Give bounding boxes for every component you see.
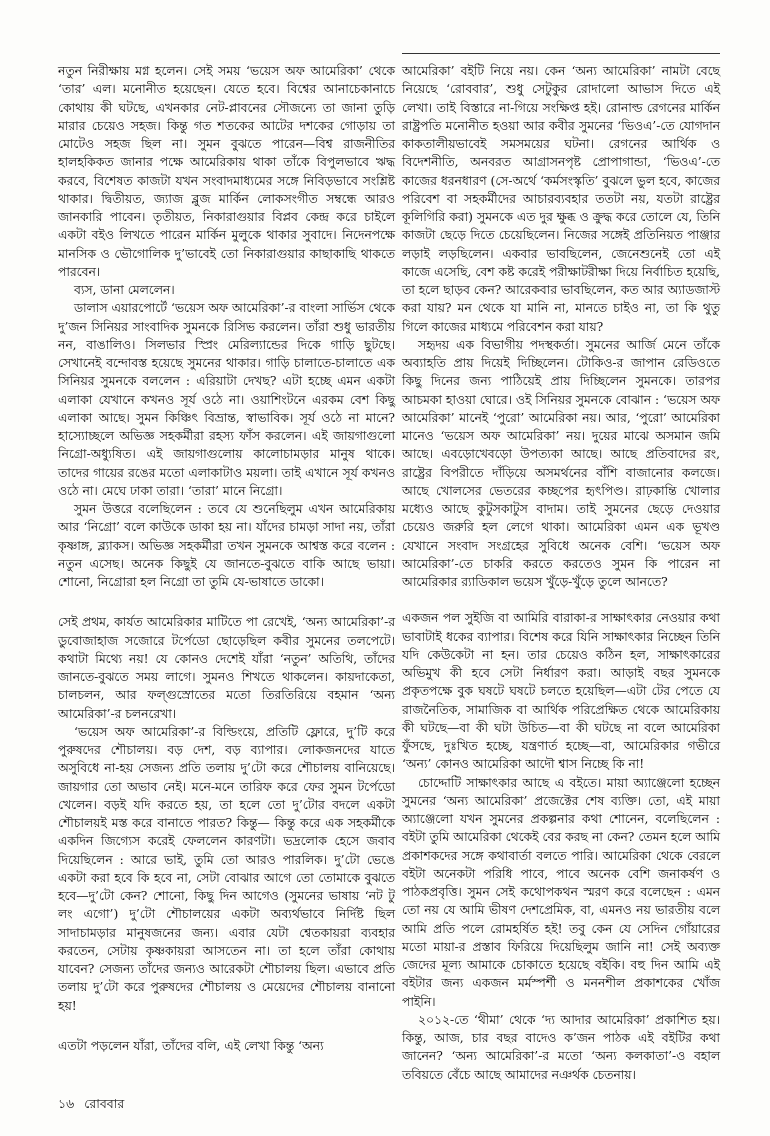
top-rule bbox=[402, 53, 720, 54]
paragraph: এতটা পড়লেন যাঁরা, তাঁদের বলি, এই লেখা কিন্তু ‘অন্য bbox=[58, 1038, 324, 1053]
paragraph: একজন পল সুইজি বা আমিরি বারাকা-র সাক্ষাৎকার নেওয়ার কথা ভাবাটাই ধকের ব্যাপার। বিশেষ করে যিনি সাক্ষাৎকার নিচ্ছেন তিনি যদি কেউকেটা না হন। তার চেয়েও কঠিন হল, সাক্ষাৎকারের অভিমুখ কী হবে সেটা নির্ধারণ করা। আড়াই বছর সুমনকে প্রকৃতপক্ষে বুক ঘষটে ঘষটে চলতে হয়েছিল—এটা টের পেতে যে রাজনৈতিক, সামাজিক বা আর্থিক পরিপ্রেক্ষিত থেকে আমেরিকায় কী ঘটছে—বা কী ঘটা উচিত—বা কী ঘটছে না বলে আমেরিকা ফুঁসছে, দুঃখিত হচ্ছে, যন্ত্রণার্ত হচ্ছে—বা, আমেরিকার গভীরে ‘অন্য’ কোনও আমেরিকা আদৌ শ্বাস নিচ্ছে কি না! bbox=[402, 611, 720, 772]
paragraph: ‘ভয়েস অফ আমেরিকা’-র বিল্ডিংয়ে, প্রতিটি ফ্লোরে, দু’টি করে পুরুষদের শৌচালয়। বড় দেশ, বড় ব্যাপার। লোকজনদের যাতে অসুবিধে না-হয় সেজন্য প্রতি তলায় দু’টো করে শৌচালয় বানিয়েছে। জায়গার তো অভাব নেই। মনে-মনে তারিফ করে ফের সুমন টর্পেডো খেলেন। বড়ই যদি করতে হয়, তা হলে তো দু’টোর বদলে একটা শৌচালয়ই মস্ত করে বানাতে পারত? কিন্তু— কিন্তু করে এক সহকর্মীকে একদিন জিগ্যেস করেই ফেললেন কারণটা। ভদ্রলোক হেসে জবাব দিয়েছিলেন : আরে ভাই, তুমি তো আরও পারলিক। দু’টো ভেঙে একটা করা হবে কি হবে না, সেটা বোঝার আগে তো তোমাকে বুঝতে হবে—দু’টো কেন? শোনো, কিছু দিন আগেও (সুমনের ভাষায় ‘নট টু লং এগো’) দু’টো শৌচালয়ের একটা অব্যর্থভাবে নির্দিষ্ট ছিল সাদাচামড়ার মানুষজনের জন্য। এবার যেটা শ্বেতকায়রা ব্যবহার করতেন, সেটায় কৃষ্ণকায়রা আসতেন না। তা হলে তাঁরা কোথায় যাবেন? সেজন্য তাঁদের জন্যও আরেকটা শৌচালয় ছিল। এভাবে প্রতি তলায় দু’টো করে পুরুষদের শৌচালয় ও মেয়েদের শৌচালয় বানানো হয়! bbox=[58, 724, 395, 1013]
paragraph: ডালাস এয়ারপোর্টে ‘ভয়েস অফ আমেরিকা’-র বাংলা সার্ভিস থেকে দু’জন সিনিয়র সাংবাদিক সুমনকে রিসিভ করলেন। তাঁরা শুধু ভারতীয় নন, বাঙালিও। সিলভার স্প্রিং মেরিল্যান্ডের দিকে গাড়ি ছুটছে। সেখানেই বন্দোবস্ত হয়েছে সুমনের থাকার। গাড়ি চালাতে-চালাতে এক সিনিয়র সুমনকে বললেন : এরিয়াটা দেখছ? এটা হচ্ছে এমন একটা এলাকা যেখানে কখনও সূর্য ওঠে না। ওয়াশিংটনে এরকম বেশ কিছু এলাকা আছে। সুমন কিঞ্চিৎ বিভ্রান্ত, স্বাভাবিক। সূর্য ওঠে না মানে? হাস্যোচ্ছলে অভিজ্ঞ সহকর্মীরা রহস্য ফাঁস করলেন। এই জায়গাগুলো নিগ্রো-অধ্যুষিত। এই জায়গাগুলোয় কালোচামড়ার মানুষ থাকে। তাদের গায়ের রঙের মতো এলাকাটাও ময়লা। তাই এখানে সূর্য কখনও ওঠে না। মেঘে ঢাকা তারা। ‘তারা’ মানে নিগ্রো। bbox=[58, 301, 395, 498]
paragraph: নতুন নিরীক্ষায় মগ্ন হলেন। সেই সময় ‘ভয়েস অফ আমেরিকা’ থেকে ‘তার’ এল। মনোনীত হয়েছেন। যেতে হবে। বিশ্বের আনাচেকানাচে কোথায় কী ঘটছে, এখনকার নেট-প্লাবনের সৌজন্যে তা জানা তুড়ি মারার চেয়েও সহজ। কিন্তু গত শতকের আটের দশকের গোড়ায় তা মোটেও সহজ ছিল না। সুমন বুঝতে পারেন—বিশ্ব রাজনীতির হালহকিকত জানার পক্ষে আমেরিকায় থাকা তাঁকে বিপুলভাবে ঋদ্ধ করবে, বিশেষত কাজটা যখন সংবাদমাধ্যমের সঙ্গে নিবিড়ভাবে সংশ্লিষ্ট থাকার। দ্বিতীয়ত, জ্যাজ ব্লুজ মার্কিন লোকসংগীত সম্বন্ধে আরও জানকারি পাবেন। তৃতীয়ত, নিকারাগুয়ার বিপ্লব কেন্দ্র করে চাইলে একটা বইও লিখতে পারেন মার্কিন মুলুকে থাকার সুবাদে। নিদেনপক্ষে মানসিক ও ভৌগোলিক দু’ভাবেই তো নিকারাগুয়ার কাছাকাছি থাকতে পারবেন। bbox=[58, 64, 395, 279]
magazine-name: রোববার bbox=[84, 1096, 125, 1111]
paragraph: সেই প্রথম, কার্যত আমেরিকার মাটিতে পা রেখেই, ‘অন্য আমেরিকা’-র ডুবোজাহাজ সজোরে টর্পেডো ছোড়েছিল কবীর সুমনের তলপেটে। কথাটা মিথ্যে নয়! যে কোনও দেশেই যাঁরা ‘নতুন’ অতিথি, তাঁদের জানতে-বুঝতে সময় লাগে। সুমনও শিখতে থাকলেন। কায়দাকেতা, চালচলন, আর ফল্গুস্রোতের মতো তিরতিরিয়ে বহমান ‘অন্য আমেরিকা’-র চলনরেখা। bbox=[58, 615, 395, 721]
left-column bbox=[58, 62, 395, 1055]
paragraph: সুমন উত্তরে বলেছিলেন : তবে যে শুনেছিলুম এখন আমেরিকায় আর ‘নিগ্রো’ বলে কাউকে ডাকা হয় না। যাঁদের চামড়া সাদা নয়, তাঁরা কৃষ্ণাঙ্গ, ব্ল্যাকস। অভিজ্ঞ সহকর্মীরা তখন সুমনকে আশ্বস্ত করে বলেন : নতুন এসেছ। অনেক কিছুই যে জানতে-বুঝতে বাকি আছে ভায়া। শোনো, নিগ্রোরা হল নিগ্রো তা তুমি যে-ভাষাতে ডাকো। bbox=[58, 502, 395, 589]
paragraph: চোদ্দোটি সাক্ষাৎকার আছে এ বইতে। মায়া অ্যাঞ্জেলো হচ্ছেন সুমনের ‘অন্য আমেরিকা’ প্রজেক্টের শেষ ব্যক্তি। তো, এই মায়া অ্যাঞ্জেলো যখন সুমনের প্রকল্পনার কথা শোনেন, বলেছিলেন : বইটা তুমি আমেরিকা থেকেই বের করছ না কেন? তেমন হলে আমি প্রকাশকদের সঙ্গে কথাবার্তা বলতে পারি। আমেরিকা থেকে বেরলে বইটা অনেকটা পরিধি পাবে, পাবে অনেক বেশি জনাকর্ষণ ও পাঠকপ্রবৃত্তি। সুমন সেই কথোপকথন স্মরণ করে বলেছেন : এমন তো নয় যে আমি ভীষণ দেশপ্রেমিক, বা, এমনও নয় ভারতীয় বলে আমি প্রতি পলে রোমহর্ষিত হই! তবু কেন যে সেদিন গোঁয়ারের মতো মায়া-র প্রস্তাব ফিরিয়ে দিয়েছিলুম জানি না! সেই অব্যক্ত জেদের মূল্য আমাকে চোকাতে হয়েছে বইকি। বহু দিন আমি এই বইটার জন্য একজন মর্মস্পর্শী ও মননশীল প্রকাশকের খোঁজ পাইনি। bbox=[402, 775, 720, 1009]
right-column bbox=[402, 62, 720, 1084]
page-number: ১৬ bbox=[58, 1096, 75, 1111]
paragraph: ২০১২-তে ‘থীমা’ থেকে ‘দ্য আদার আমেরিকা’ প্রকাশিত হয়। কিন্তু, আজ, চার বছর বাদেও ক’জন পাঠক এই বইটির কথা জানেন? ‘অন্য আমেরিকা’-র মতো ‘অন্য কলকাতা’-ও বহাল তবিয়তে বেঁচে আছে আমাদের নঞর্থক চেতনায়। bbox=[402, 1012, 720, 1082]
page-footer bbox=[58, 1096, 134, 1116]
paragraph: আমেরিকা’ বইটি নিয়ে নয়। কেন ‘অন্য আমেরিকা’ নামটা বেছে নিয়েছে ‘রোববার’, শুধু সেটুকুর রোদালো আভাস দিতে এই লেখা। তাই বিস্তারে না-গিয়ে সংক্ষিপ্ত হই। রোনাল্ড রেগনের মার্কিন রাষ্ট্রপতি মনোনীত হওয়া আর কবীর সুমনের ‘ভিওএ’-তে যোগদান কাকতালীয়ভাবেই সমসময়ের ঘটনা। রেগনের আর্থিক ও বিদেশনীতি, অনবরত আগ্রাসনপৃষ্ট প্রোপাগান্ডা, ‘ভিওএ’-তে কাজের ধরনধারণ (সে-অর্থে ‘কর্মসংস্কৃতি’ বুঝলে ভুল হবে, কাজের পরিবেশ বা সহকর্মীদের আচারব্যবহার ততটা নয়, যতটা রাষ্ট্রের কূলিগিরি করা) সুমনকে এত দুর ক্ষুব্ধ ও ক্রুদ্ধ করে তোলে যে, তিনি কাজটা ছেড়ে দিতে চেয়েছিলেন। নিজের সঙ্গেই প্রতিনিয়ত পাঞ্জার লড়াই লড়ছিলেন। একবার ভাবছিলেন, জেনেশুনেই তো এই কাজে এসেছি, বেশ কষ্ট করেই পরীক্ষাটরীক্ষা দিয়ে নির্বাচিত হয়েছি, তা হলে ছাড়ব কেন? আরেকবার ভাবছিলেন, কত আর অ্যাডজাস্ট করা যায়? মন থেকে যা মানি না, মানতে চাইও না, তা কি থুতু গিলে কাজের মাধ্যমে পরিবেশন করা যায়? bbox=[402, 64, 721, 334]
paragraph: সহৃদয় এক বিভাগীয় পদস্থকর্তা। সুমনের আর্জি মেনে তাঁকে অব্যাহতি প্রায় দিয়েই দিচ্ছিলেন। টোকিও-র জাপান রেডিওতে কিছু দিনের জন্য পাঠিয়েই প্রায় দিচ্ছিলেন সুমনকে। তারপর আচমকা হাওয়া ঘোরে। ওই সিনিয়র সুমনকে বোঝান : ‘ভয়েস অফ আমেরিকা’ মানেই ‘পুরো’ আমেরিকা নয়। আর, ‘পুরো’ আমেরিকা মানেও ‘ভয়েস অফ আমেরিকা’ নয়। দুয়ের মাঝে অসমান জমি আছে। এবড়োখেবড়ো উপত্যকা আছে। আছে প্রতিবাদের রং, রাষ্ট্রের বিপরীতে দাঁড়িয়ে অসমর্থনের বাঁশি বাজানোর কলজে। আছে খোলসের ভেতরের কচ্ছপের হৃৎপিণ্ড। রাঢ়কান্তি খোলার মধ্যেও আছে কুটুসকাটুস বাদাম। তাই সুমনের ছেড়ে দেওয়ার চেয়েও জরুরি হল লেগে থাকা। আমেরিকা এমন এক ভূখণ্ড যেখানে সংবাদ সংগ্রহের সুবিধে অনেক বেশি। ‘ভয়েস অফ আমেরিকা’-তে চাকরি করতে করতেও সুমন কি পারেন না আমেরিকার র‍্যাডিকাল ভয়েস খুঁড়ে-খুঁড়ে তুলে আনতে? bbox=[402, 337, 720, 589]
paragraph: ব্যস, ডানা মেললেন। bbox=[74, 283, 175, 297]
